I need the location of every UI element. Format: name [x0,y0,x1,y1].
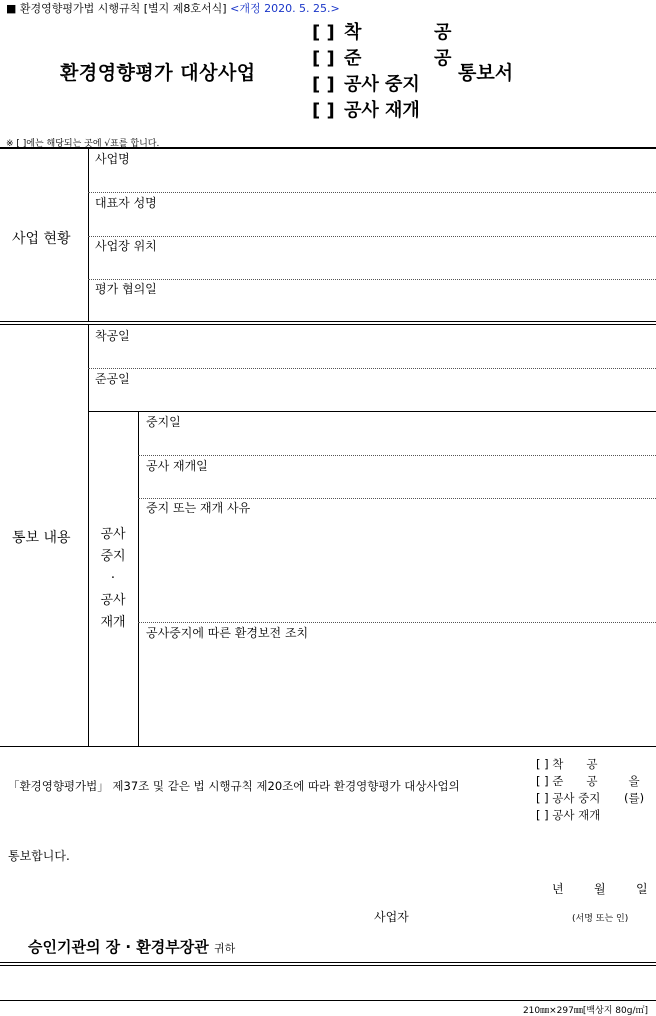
column-divider [88,325,89,746]
checkbox-mark: [ ] [312,48,335,69]
section-label-business: 사업 현황 [12,231,71,247]
statement-option[interactable]: [ ] 공사 중지 [536,791,601,805]
option-word: 공사 재개 [344,100,420,121]
statement-options [536,756,600,824]
section-divider [0,324,656,325]
label-line: · [110,571,116,586]
field-business-name[interactable]: 사업명 [95,152,130,166]
law-reference: ■ 환경영향평가법 시행규칙 [별지 제8호서식] [6,2,227,15]
instruction-note: ※ [ ]에는 해당되는 곳에 √표를 합니다. [6,139,160,149]
field-resume-date[interactable]: 공사 재개일 [146,459,208,473]
checkbox-mark: [ ] [312,100,335,121]
option-word: 공 [434,48,452,69]
date-month: 월 [594,882,606,896]
section-label-notice: 통보 내용 [12,530,71,546]
label-line: 공사 [100,527,126,542]
column-divider [88,148,89,321]
label-line: 재개 [100,615,126,630]
footer-divider [0,965,656,966]
date-day: 일 [636,882,648,896]
statement-option[interactable]: [ ] 공사 재개 [536,808,601,822]
statement-text: 「환경영향평가법」 제37조 및 같은 법 시행규칙 제20조에 따라 환경영향평가 대상사업의 [8,779,460,793]
row-divider [88,236,656,237]
field-site-location[interactable]: 사업장 위치 [95,239,157,253]
field-completion-date[interactable]: 준공일 [95,372,130,386]
notify-text: 통보합니다. [8,849,70,863]
table-bottom-border [0,746,656,747]
row-divider [88,411,656,412]
section-divider [0,321,656,322]
option-word: 준 [344,48,362,69]
label-line: 중지 [100,549,126,564]
field-consultation-date[interactable]: 평가 협의일 [95,282,157,296]
checkbox-mark: [ ] [312,74,335,95]
form-header [6,0,340,16]
field-start-date[interactable]: 착공일 [95,329,130,343]
statement-option[interactable]: [ ] 착 공 [536,757,598,771]
recipient-suffix: 귀하 [214,942,236,955]
object-particle [624,773,644,807]
table-top-border [0,147,656,149]
field-representative[interactable]: 대표자 성명 [95,196,157,210]
particle-text: (를) [624,791,645,805]
column-divider [138,411,139,746]
signer-label: 사업자 [374,910,409,924]
field-reason[interactable]: 중지 또는 재개 사유 [146,501,251,515]
title-option-complete[interactable] [312,44,451,70]
label-line: 공사 [100,593,126,608]
option-word: 공사 중지 [344,74,420,95]
footer-divider [0,962,656,963]
paper-spec: 210㎜×297㎜[백상지 80g/㎡] [522,1006,648,1016]
checkbox-mark: [ ] [312,22,335,43]
row-divider [138,622,656,623]
row-divider [88,368,656,369]
subsection-label-suspend-resume [93,524,133,634]
title-option-start[interactable] [312,18,451,44]
option-word: 착 [344,22,362,43]
option-word: 공 [434,22,452,43]
field-suspend-date[interactable]: 중지일 [146,415,181,429]
revision-date: <개정 2020. 5. 25.> [230,2,340,15]
signature-field[interactable]: (서명 또는 인) [572,914,629,924]
row-divider [88,192,656,193]
recipient [28,936,235,957]
field-env-measures[interactable]: 공사중지에 따른 환경보전 조치 [146,626,309,640]
title-option-suspend[interactable] [312,70,420,96]
row-divider [138,455,656,456]
recipient-name: 승인기관의 장 · 환경부장관 [28,938,209,956]
title-option-resume[interactable] [312,96,420,122]
statement-option[interactable]: [ ] 준 공 [536,774,598,788]
particle-text: 을 [628,774,640,788]
title-tail: 통보서 [458,62,514,84]
footer-divider [0,1000,656,1001]
date-year: 년 [552,882,564,896]
row-divider [88,279,656,280]
form-title: 환경영향평가 대상사업 [60,62,256,84]
